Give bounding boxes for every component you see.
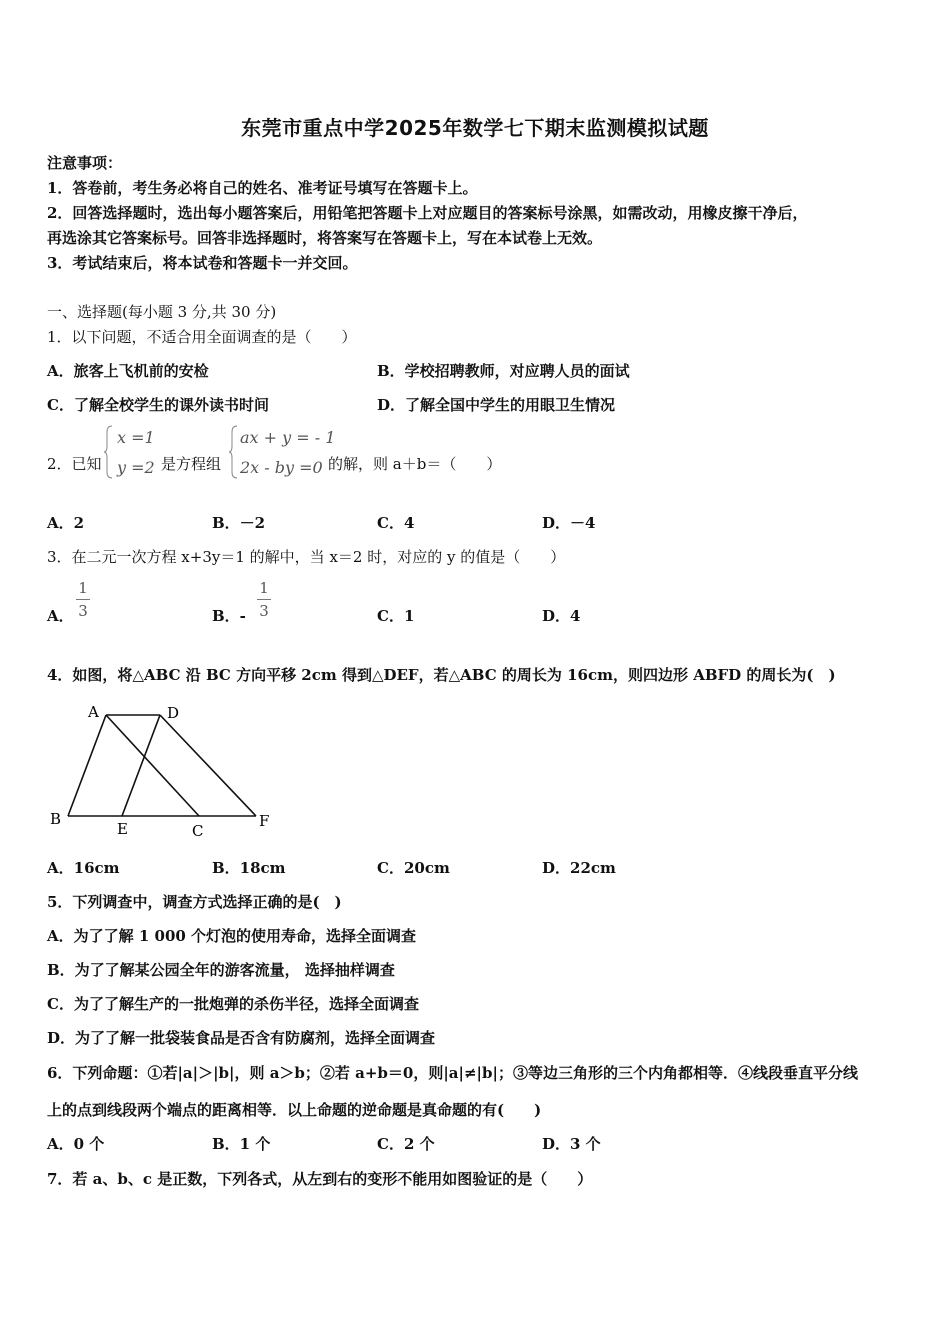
q5-option-c[interactable]: C．为了了解生产的一批炮弹的杀伤半径，选择全面调查 — [47, 995, 419, 1013]
q4-option-c[interactable]: C．20cm — [377, 859, 450, 877]
label-e: E — [117, 820, 128, 838]
fraction — [76, 579, 90, 620]
brace-icon — [104, 424, 114, 480]
page-title: 东莞市重点中学2025年数学七下期末监测模拟试题 — [241, 116, 709, 140]
q6-option-c[interactable]: C．2 个 — [377, 1135, 435, 1153]
q1-option-b[interactable]: B．学校招聘教师，对应聘人员的面试 — [377, 362, 630, 380]
q5-option-b[interactable]: B．为了了解某公园全年的游客流量， 选择抽样调查 — [47, 961, 395, 979]
q6-option-d[interactable]: D．3 个 — [542, 1135, 601, 1153]
numerator: 1 — [259, 579, 269, 597]
question-3-stem: 3．在二元一次方程 x+3y＝1 的解中，当 x＝2 时，对应的 y 的值是（ ） — [47, 548, 566, 566]
q3-option-a[interactable]: A． — [47, 607, 74, 625]
brace-icon — [229, 424, 239, 480]
system-2-line-1: ax + y = - 1 — [240, 428, 336, 447]
q2-option-b[interactable]: B．－2 — [212, 514, 266, 532]
q2-option-a[interactable]: A．2 — [47, 514, 85, 532]
segment-ab — [68, 715, 106, 816]
denominator: 3 — [259, 602, 269, 620]
segment-ac — [106, 715, 199, 816]
q4-option-a[interactable]: A．16cm — [47, 859, 120, 877]
q6-option-b[interactable]: B．1 个 — [212, 1135, 271, 1153]
q3-option-d[interactable]: D．4 — [542, 607, 581, 625]
question-6-stem-line-2: 上的点到线段两个端点的距离相等．以上命题的逆命题是真命题的有( ) — [47, 1101, 542, 1119]
q2-option-d[interactable]: D．－4 — [542, 514, 596, 532]
question-2-mid: 是方程组 — [161, 455, 222, 473]
question-1-stem: 1．以下问题，不适合用全面调查的是（ ） — [47, 328, 357, 346]
segment-df — [160, 715, 256, 816]
label-c: C — [192, 822, 204, 840]
question-6-stem-line-1: 6．下列命题：①若|a|＞|b|，则 a＞b；②若 a+b＝0，则|a|≠|b|；③等边三角形的三个内角都相等．④线段垂直平分线 — [47, 1064, 858, 1082]
segment-de — [122, 715, 160, 816]
q3-option-b[interactable]: B．- — [212, 607, 246, 625]
denominator: 3 — [78, 602, 88, 620]
q4-option-d[interactable]: D．22cm — [542, 859, 616, 877]
notice-item: 2．回答选择题时，选出每小题答案后，用铅笔把答题卡上对应题目的答案标号涂黑，如需改动，用橡皮擦干净后， — [47, 204, 808, 222]
question-2-prefix: 2．已知 — [47, 455, 102, 473]
q5-option-d[interactable]: D．为了了解一批袋装食品是否含有防腐剂，选择全面调查 — [47, 1029, 436, 1047]
question-5-stem: 5．下列调查中，调查方式选择正确的是( ) — [47, 893, 342, 911]
label-f: F — [259, 812, 270, 830]
notice-item: 1．答卷前，考生务必将自己的姓名、准考证号填写在答题卡上。 — [47, 179, 478, 197]
question-2-suffix: 的解，则 a＋b＝（ ） — [328, 455, 502, 473]
numerator: 1 — [78, 579, 88, 597]
notice-item: 再选涂其它答案标号。回答非选择题时，将答案写在答题卡上，写在本试卷上无效。 — [47, 229, 603, 247]
question-4-stem: 4．如图，将△ABC 沿 BC 方向平移 2cm 得到△DEF，若△ABC 的周长为 16cm，则四边形 ABFD 的周长为( ) — [47, 666, 836, 684]
section-heading: 一、选择题(每小题 3 分,共 30 分) — [47, 303, 277, 321]
system-2-line-2: 2x - by =0 — [240, 458, 323, 477]
q6-option-a[interactable]: A．0 个 — [47, 1135, 105, 1153]
q2-option-c[interactable]: C．4 — [377, 514, 415, 532]
label-b: B — [50, 810, 62, 828]
notice-item: 3．考试结束后，将本试卷和答题卡一并交回。 — [47, 254, 358, 272]
q4-option-b[interactable]: B．18cm — [212, 859, 286, 877]
q1-option-d[interactable]: D．了解全国中学生的用眼卫生情况 — [377, 396, 616, 414]
question-7-stem: 7．若 a、b、c 是正数，下列各式，从左到右的变形不能用如图验证的是（ ） — [47, 1170, 593, 1188]
q5-option-a[interactable]: A．为了了解 1 000 个灯泡的使用寿命，选择全面调查 — [47, 927, 417, 945]
q3-option-c[interactable]: C．1 — [377, 607, 415, 625]
q1-option-a[interactable]: A．旅客上飞机前的安检 — [47, 362, 209, 380]
system-1-line-2: y =2 — [117, 458, 155, 477]
notice-heading: 注意事项： — [47, 154, 123, 172]
system-1-line-1: x =1 — [117, 428, 155, 447]
label-a: A — [88, 703, 99, 721]
label-d: D — [167, 704, 180, 722]
q1-option-c[interactable]: C．了解全校学生的课外读书时间 — [47, 396, 269, 414]
fraction — [257, 579, 271, 620]
translation-figure — [44, 700, 284, 842]
